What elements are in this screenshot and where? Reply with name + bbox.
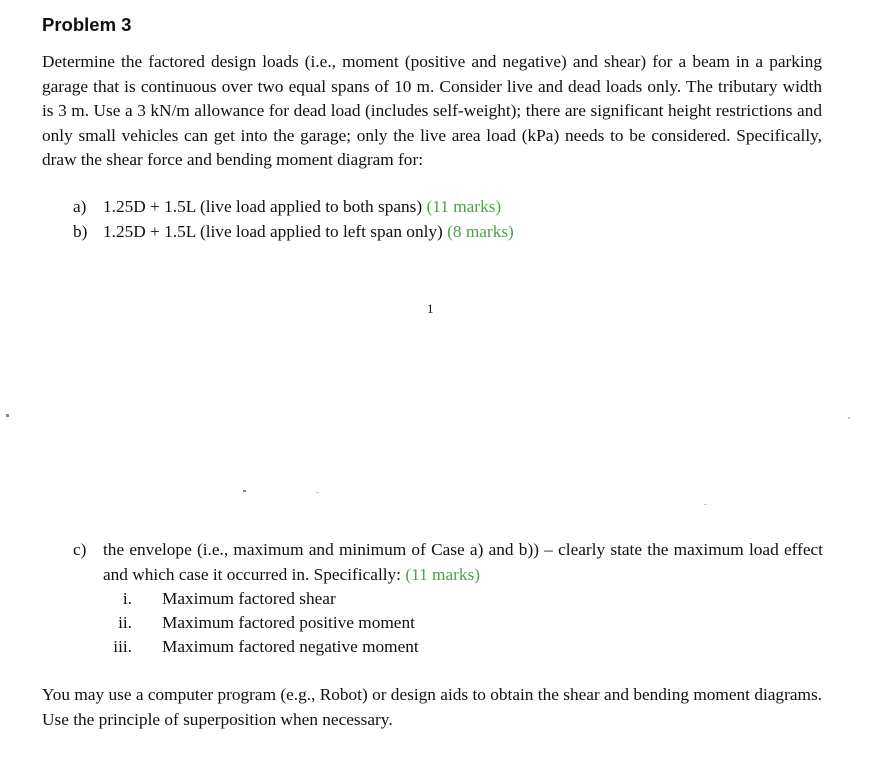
case-c-marks: (11 marks)	[405, 564, 481, 584]
case-c	[103, 538, 823, 587]
subitem-i-text: Maximum factored shear	[162, 589, 336, 608]
closing-note: You may use a computer program (e.g., Robot) or design aids to obtain the shear and bending moment diagrams. Use the principle of superposition when necessary.	[42, 685, 822, 729]
subitem-ii-text: Maximum factored positive moment	[162, 613, 415, 632]
page-number: 1	[427, 301, 434, 316]
case-a-marks: (11 marks)	[426, 197, 502, 216]
scan-speck	[243, 490, 246, 492]
case-b-text: 1.25D + 1.5L (live load applied to left span only)	[103, 222, 443, 241]
scan-speck	[848, 417, 850, 419]
scan-speck	[316, 492, 319, 493]
case-b-marks: (8 marks)	[447, 222, 514, 241]
subitem-ii-numeral: ii.	[118, 613, 132, 632]
problem-title: Problem 3	[42, 14, 132, 35]
case-c-marker: c)	[73, 540, 87, 559]
case-b-marker: b)	[73, 222, 88, 241]
subitem-i-numeral: i.	[122, 589, 132, 608]
case-c-text: the envelope (i.e., maximum and minimum of Case a) and b)) – clearly state the maximum load effect and which case it occurred in. Specifically:	[103, 540, 823, 584]
subitem-iii-numeral: iii.	[113, 637, 132, 656]
scan-speck	[704, 504, 707, 505]
case-a-marker: a)	[73, 197, 87, 216]
problem-statement: Determine the factored design loads (i.e., moment (positive and negative) and shear) for a beam in a parking garage that is continuous over two equal spans of 10 m. Consider live and dead loads only. The tributary width is 3 m. Use a 3 kN/m allowance for dead load (includes self-weight); there are significant height restrictions and only small vehicles can get into the garage; only the live area load (kPa) needs to be considered. Specifically, draw the shear force and bending moment diagram for:	[42, 52, 822, 169]
scan-speck	[6, 414, 9, 417]
subitem-iii-text: Maximum factored negative moment	[162, 637, 419, 656]
case-b	[103, 220, 514, 245]
case-a-text: 1.25D + 1.5L (live load applied to both spans)	[103, 197, 423, 216]
case-a	[103, 195, 501, 220]
